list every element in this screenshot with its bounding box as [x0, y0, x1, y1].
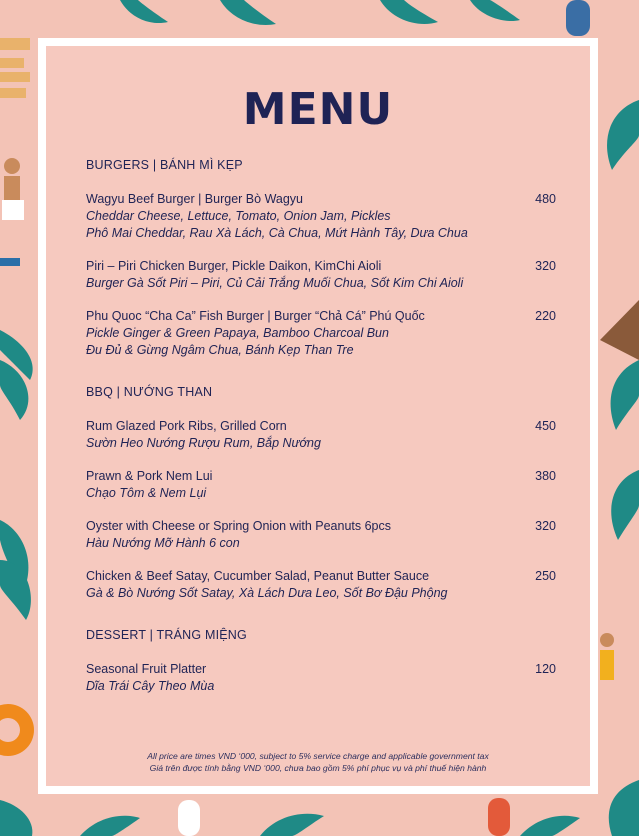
menu-title: MENU	[242, 84, 394, 135]
item-name: Oyster with Cheese or Spring Onion with Peanuts 6pcs	[86, 519, 392, 533]
menu-item	[86, 191, 556, 242]
menu-card	[38, 38, 598, 794]
item-name: Wagyu Beef Burger | Burger Bò Wagyu	[86, 192, 304, 206]
item-name: Piri – Piri Chicken Burger, Pickle Daikon, KimChi Aioli	[86, 259, 382, 273]
item-price: 450	[535, 419, 556, 433]
item-description: Pickle Ginger & Green Papaya, Bamboo Charcoal Bun	[86, 326, 389, 340]
menu-section-dessert	[86, 628, 556, 695]
item-name: Rum Glazed Pork Ribs, Grilled Corn	[86, 419, 287, 433]
item-price: 250	[535, 569, 556, 583]
item-description: Dĩa Trái Cây Theo Mùa	[86, 679, 215, 693]
item-price: 120	[535, 662, 556, 676]
menu-item	[86, 258, 556, 292]
item-description: Hàu Nướng Mỡ Hành 6 con	[86, 536, 240, 550]
menu-item	[86, 468, 556, 502]
menu-item	[86, 308, 556, 359]
item-price: 220	[535, 309, 556, 323]
item-price: 480	[535, 192, 556, 206]
menu-item	[86, 418, 556, 452]
menu-content	[86, 158, 556, 721]
item-price: 380	[535, 469, 556, 483]
item-name: Phu Quoc “Cha Ca” Fish Burger | Burger “Chả Cá” Phú Quốc	[86, 309, 425, 323]
menu-item	[86, 568, 556, 602]
section-title: DESSERT | TRÁNG MIỆNG	[86, 628, 247, 642]
item-price: 320	[535, 519, 556, 533]
item-name: Chicken & Beef Satay, Cucumber Salad, Peanut Butter Sauce	[86, 569, 430, 583]
price-note-vi: Giá trên được tính bằng VND ‘000, chưa bao gồm 5% phí phục vụ và phí thuế hiện hành	[149, 763, 487, 773]
item-description: Đu Đủ & Gừng Ngâm Chua, Bánh Kẹp Than Tre	[86, 343, 354, 357]
item-description: Gà & Bò Nướng Sốt Satay, Xà Lách Dưa Leo, Sốt Bơ Đậu Phộng	[86, 586, 448, 600]
menu-section-burgers	[86, 158, 556, 359]
menu-section-bbq	[86, 385, 556, 602]
menu-item	[86, 518, 556, 552]
section-title: BBQ | NƯỚNG THAN	[86, 385, 213, 399]
item-description: Cheddar Cheese, Lettuce, Tomato, Onion Jam, Pickles	[86, 209, 391, 223]
price-note-en: All price are times VND ‘000, subject to 5% service charge and applicable government tax	[147, 751, 489, 761]
item-description: Sườn Heo Nướng Rượu Rum, Bắp Nướng	[86, 436, 321, 450]
price-note	[46, 750, 590, 774]
surfboard-bottom-right	[488, 798, 510, 836]
surfboard-bottom	[178, 800, 200, 836]
item-description: Phô Mai Cheddar, Rau Xà Lách, Cà Chua, Mứt Hành Tây, Dưa Chua	[86, 226, 468, 240]
item-price: 320	[535, 259, 556, 273]
menu-item	[86, 661, 556, 695]
surfboard-top-right	[566, 0, 590, 36]
section-title: BURGERS | BÁNH MÌ KẸP	[86, 158, 243, 172]
item-description: Chạo Tôm & Nem Lụi	[86, 486, 207, 500]
item-name: Prawn & Pork Nem Lui	[86, 469, 213, 483]
item-name: Seasonal Fruit Platter	[86, 662, 207, 676]
beach-figure-right	[600, 633, 614, 680]
item-description: Burger Gà Sốt Piri – Piri, Củ Cải Trắng Muối Chua, Sốt Kim Chi Aioli	[86, 276, 464, 290]
